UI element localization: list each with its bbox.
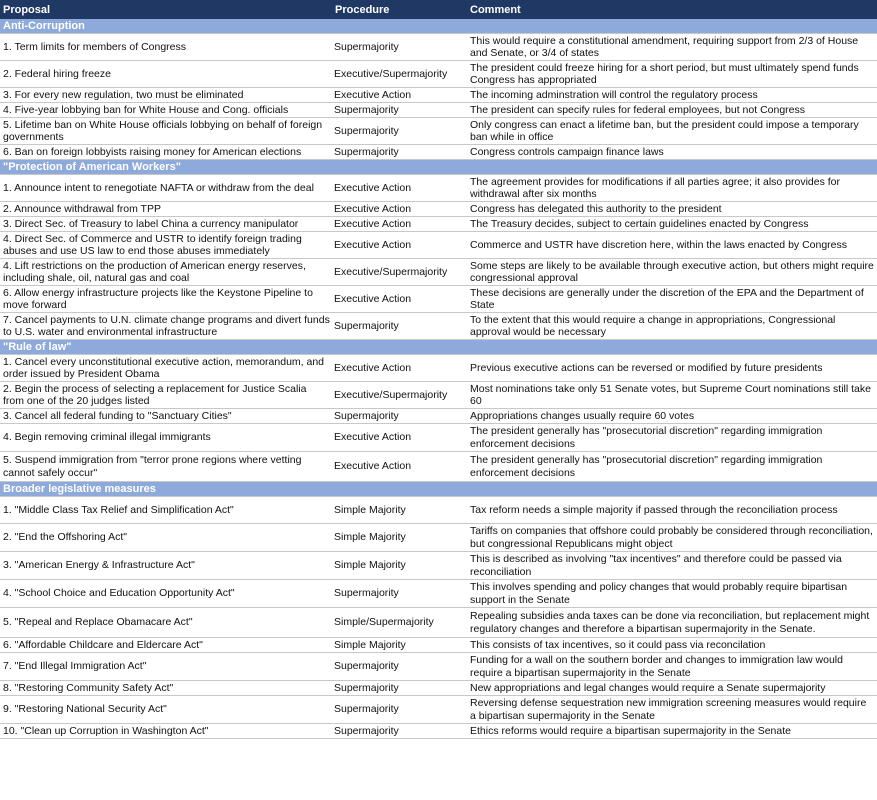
table-row bbox=[0, 145, 877, 160]
section-header bbox=[0, 19, 877, 34]
table-row bbox=[0, 232, 877, 259]
table-row bbox=[0, 524, 877, 552]
table-row bbox=[0, 34, 877, 61]
proposal-cell: 4. Lift restrictions on the production of American energy reserves, including shale, oil, natural gas and coal bbox=[0, 259, 332, 286]
procedure-cell: Executive Action bbox=[332, 217, 467, 232]
proposal-cell: 5. "Repeal and Replace Obamacare Act" bbox=[0, 608, 332, 638]
proposal-cell: 8. "Restoring Community Safety Act" bbox=[0, 681, 332, 696]
section-title: Anti-Corruption bbox=[0, 19, 877, 34]
table-row bbox=[0, 202, 877, 217]
comment-cell: The president generally has "prosecutorial discretion" regarding immigration enforcement decisions bbox=[467, 424, 877, 452]
procedure-cell: Supermajority bbox=[332, 681, 467, 696]
proposal-cell: 4. Five-year lobbying ban for White House and Cong. officials bbox=[0, 103, 332, 118]
proposal-cell: 10. "Clean up Corruption in Washington Act" bbox=[0, 724, 332, 739]
procedure-column-header: Procedure bbox=[332, 0, 467, 19]
comment-cell: Tariffs on companies that offshore could probably be considered through reconciliation, but congressional Republicans might object bbox=[467, 524, 877, 552]
procedure-cell: Supermajority bbox=[332, 409, 467, 424]
procedure-cell: Simple Majority bbox=[332, 638, 467, 653]
proposal-cell: 4. Begin removing criminal illegal immigrants bbox=[0, 424, 332, 452]
procedure-cell: Supermajority bbox=[332, 724, 467, 739]
comment-cell: The incoming adminstration will control the regulatory process bbox=[467, 88, 877, 103]
proposal-cell: 6. "Affordable Childcare and Eldercare Act" bbox=[0, 638, 332, 653]
comment-cell: To the extent that this would require a change in appropriations, Congressional approval would be necessary bbox=[467, 313, 877, 340]
procedure-cell: Executive Action bbox=[332, 175, 467, 202]
procedure-cell: Supermajority bbox=[332, 313, 467, 340]
table-row bbox=[0, 175, 877, 202]
proposal-cell: 1. "Middle Class Tax Relief and Simplification Act" bbox=[0, 497, 332, 524]
proposal-cell: 1. Cancel every unconstitutional executive action, memorandum, and order issued by President Obama bbox=[0, 355, 332, 382]
table-row bbox=[0, 61, 877, 88]
procedure-cell: Supermajority bbox=[332, 580, 467, 608]
procedure-cell: Supermajority bbox=[332, 653, 467, 681]
proposal-cell: 3. "American Energy & Infrastructure Act" bbox=[0, 552, 332, 580]
proposal-cell: 2. Federal hiring freeze bbox=[0, 61, 332, 88]
section-header bbox=[0, 482, 877, 497]
comment-cell: Previous executive actions can be reversed or modified by future presidents bbox=[467, 355, 877, 382]
proposal-cell: 2. Begin the process of selecting a replacement for Justice Scalia from one of the 20 judges listed bbox=[0, 382, 332, 409]
procedure-cell: Executive/Supermajority bbox=[332, 61, 467, 88]
comment-cell: New appropriations and legal changes would require a Senate supermajority bbox=[467, 681, 877, 696]
table-row bbox=[0, 118, 877, 145]
comment-cell: Funding for a wall on the southern border and changes to immigration law would require a bipartisan supermajority in the Senate bbox=[467, 653, 877, 681]
procedure-cell: Executive Action bbox=[332, 88, 467, 103]
table-row bbox=[0, 724, 877, 739]
comment-cell: Most nominations take only 51 Senate votes, but Supreme Court nominations still take 60 bbox=[467, 382, 877, 409]
table-row bbox=[0, 103, 877, 118]
comment-cell: The president could freeze hiring for a short period, but must ultimately spend funds Congress has appropriated bbox=[467, 61, 877, 88]
procedure-cell: Supermajority bbox=[332, 696, 467, 724]
procedure-cell: Executive Action bbox=[332, 202, 467, 217]
comment-cell: These decisions are generally under the discretion of the EPA and the Department of State bbox=[467, 286, 877, 313]
procedure-cell: Executive Action bbox=[332, 232, 467, 259]
proposal-cell: 4. Direct Sec. of Commerce and USTR to identify foreign trading abuses and use US law to end those abuses immediately bbox=[0, 232, 332, 259]
procedure-cell: Simple Majority bbox=[332, 497, 467, 524]
proposal-cell: 7. Cancel payments to U.N. climate change programs and divert funds to U.S. water and environmental infrastructure bbox=[0, 313, 332, 340]
table-row bbox=[0, 88, 877, 103]
proposal-cell: 4. "School Choice and Education Opportunity Act" bbox=[0, 580, 332, 608]
proposal-cell: 6. Ban on foreign lobbyists raising money for American elections bbox=[0, 145, 332, 160]
procedure-cell: Supermajority bbox=[332, 103, 467, 118]
proposal-cell: 7. "End Illegal Immigration Act" bbox=[0, 653, 332, 681]
proposal-cell: 1. Announce intent to renegotiate NAFTA or withdraw from the deal bbox=[0, 175, 332, 202]
comment-cell: Tax reform needs a simple majority if passed through the reconciliation process bbox=[467, 497, 877, 524]
proposal-cell: 5. Lifetime ban on White House officials lobbying on behalf of foreign governments bbox=[0, 118, 332, 145]
comment-cell: Appropriations changes usually require 60 votes bbox=[467, 409, 877, 424]
table-row bbox=[0, 382, 877, 409]
table-row bbox=[0, 355, 877, 382]
proposal-cell: 2. Announce withdrawal from TPP bbox=[0, 202, 332, 217]
procedure-cell: Executive Action bbox=[332, 355, 467, 382]
comment-cell: Congress has delegated this authority to the president bbox=[467, 202, 877, 217]
proposal-cell: 6. Allow energy infrastructure projects like the Keystone Pipeline to move forward bbox=[0, 286, 332, 313]
proposal-cell: 9. "Restoring National Security Act" bbox=[0, 696, 332, 724]
table-row bbox=[0, 653, 877, 681]
table-row bbox=[0, 552, 877, 580]
table-row bbox=[0, 681, 877, 696]
comment-cell: The president generally has "prosecutorial discretion" regarding immigration enforcement decisions bbox=[467, 452, 877, 482]
procedure-cell: Simple Majority bbox=[332, 524, 467, 552]
proposal-cell: 3. Direct Sec. of Treasury to label China a currency manipulator bbox=[0, 217, 332, 232]
comment-cell: Only congress can enact a lifetime ban, but the president could impose a temporary ban while in office bbox=[467, 118, 877, 145]
comment-cell: The president can specify rules for federal employees, but not Congress bbox=[467, 103, 877, 118]
comment-cell: The agreement provides for modifications if all parties agree; it also provides for withdrawal after six months bbox=[467, 175, 877, 202]
table-row bbox=[0, 696, 877, 724]
table-row bbox=[0, 452, 877, 482]
table-row bbox=[0, 409, 877, 424]
comment-column-header: Comment bbox=[467, 0, 877, 19]
proposal-cell: 3. For every new regulation, two must be eliminated bbox=[0, 88, 332, 103]
proposal-cell: 2. "End the Offshoring Act" bbox=[0, 524, 332, 552]
table-row bbox=[0, 638, 877, 653]
table-header bbox=[0, 0, 877, 19]
section-title: Broader legislative measures bbox=[0, 482, 877, 497]
comment-cell: The Treasury decides, subject to certain guidelines enacted by Congress bbox=[467, 217, 877, 232]
proposal-cell: 1. Term limits for members of Congress bbox=[0, 34, 332, 61]
comment-cell: Reversing defense sequestration new immigration screening measures would require a bipartisan supermajority in the Senate bbox=[467, 696, 877, 724]
procedure-cell: Supermajority bbox=[332, 118, 467, 145]
comment-cell: Congress controls campaign finance laws bbox=[467, 145, 877, 160]
table-row bbox=[0, 580, 877, 608]
procedure-cell: Simple Majority bbox=[332, 552, 467, 580]
section-header bbox=[0, 340, 877, 355]
procedure-cell: Executive Action bbox=[332, 452, 467, 482]
section-header bbox=[0, 160, 877, 175]
section-title: "Rule of law" bbox=[0, 340, 877, 355]
table-body bbox=[0, 19, 877, 739]
proposal-cell: 3. Cancel all federal funding to "Sanctuary Cities" bbox=[0, 409, 332, 424]
comment-cell: This would require a constitutional amendment, requiring support from 2/3 of House and Senate, or 3/4 of states bbox=[467, 34, 877, 61]
procedure-cell: Executive Action bbox=[332, 286, 467, 313]
comment-cell: Commerce and USTR have discretion here, within the laws enacted by Congress bbox=[467, 232, 877, 259]
table-row bbox=[0, 286, 877, 313]
proposal-column-header: Proposal bbox=[0, 0, 332, 19]
procedure-cell: Simple/Supermajority bbox=[332, 608, 467, 638]
procedure-cell: Supermajority bbox=[332, 34, 467, 61]
comment-cell: Some steps are likely to be available through executive action, but others might require congressional approval bbox=[467, 259, 877, 286]
procedure-cell: Executive/Supermajority bbox=[332, 259, 467, 286]
comment-cell: This involves spending and policy changes that would probably require bipartisan support in the Senate bbox=[467, 580, 877, 608]
proposal-cell: 5. Suspend immigration from "terror prone regions where vetting cannot safely occur" bbox=[0, 452, 332, 482]
comment-cell: Ethics reforms would require a bipartisan supermajority in the Senate bbox=[467, 724, 877, 739]
table-row bbox=[0, 259, 877, 286]
table-row bbox=[0, 217, 877, 232]
table-row bbox=[0, 497, 877, 524]
comment-cell: This consists of tax incentives, so it could pass via reconcilation bbox=[467, 638, 877, 653]
table-row bbox=[0, 424, 877, 452]
procedure-cell: Supermajority bbox=[332, 145, 467, 160]
procedure-cell: Executive/Supermajority bbox=[332, 382, 467, 409]
table-row bbox=[0, 608, 877, 638]
section-title: "Protection of American Workers" bbox=[0, 160, 877, 175]
comment-cell: This is described as involving "tax incentives" and therefore could be passed via reconciliation bbox=[467, 552, 877, 580]
comment-cell: Repealing subsidies anda taxes can be done via reconciliation, but replacement might regulatory changes and therefore a bipartisan supermajority in the Senate. bbox=[467, 608, 877, 638]
procedure-cell: Executive Action bbox=[332, 424, 467, 452]
table-row bbox=[0, 313, 877, 340]
